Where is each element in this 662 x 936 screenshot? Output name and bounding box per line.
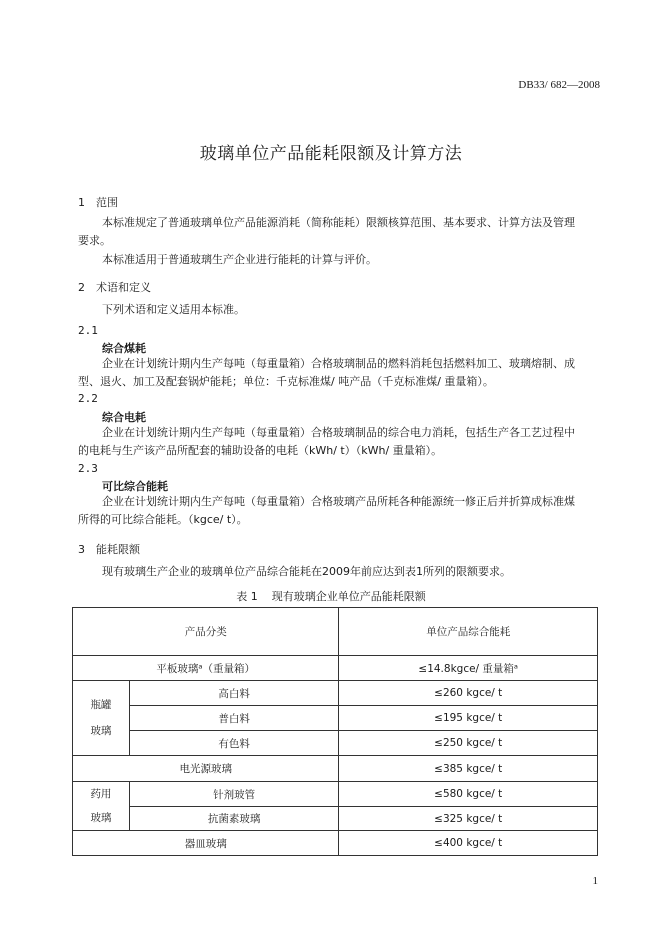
product-cell: 抗菌素玻璃 bbox=[129, 807, 339, 831]
paragraph-line: 的电耗与生产该产品所配套的辅助设备的电耗（kWh/ t）（kWh/ 重量箱）。 bbox=[78, 444, 443, 457]
table-caption-title: 现有玻璃企业单位产品能耗限额 bbox=[271, 590, 426, 603]
product-cell: 电光源玻璃 bbox=[73, 756, 339, 782]
term-name: 综合电耗 bbox=[102, 411, 146, 424]
table-row bbox=[73, 782, 598, 807]
header-cell: 单位产品综合能耗 bbox=[339, 608, 598, 656]
section-number: 3 bbox=[78, 543, 85, 556]
energy-limit-table bbox=[72, 607, 598, 856]
table-row bbox=[73, 681, 598, 706]
paragraph-line: 现有玻璃生产企业的玻璃单位产品综合能耗在2009年前应达到表1所列的限额要求。 bbox=[102, 565, 511, 578]
product-cell: 高白料 bbox=[129, 681, 339, 706]
paragraph-line: 企业在计划统计期内生产每吨（每重量箱）合格玻璃产品所耗各种能源统一修正后并折算成标准煤 bbox=[102, 495, 575, 508]
section-3-heading bbox=[78, 541, 140, 557]
paragraph-line: 型、退火、加工及配套锅炉能耗；单位：千克标准煤/ 吨产品（千克标准煤/ 重量箱）。 bbox=[78, 375, 494, 388]
section-number: 2 bbox=[78, 281, 85, 294]
term-number: 2.1 bbox=[78, 324, 98, 337]
term-number: 2.3 bbox=[78, 462, 98, 475]
table-caption bbox=[0, 588, 662, 604]
paragraph-line: 下列术语和定义适用本标准。 bbox=[102, 303, 245, 316]
term-name: 综合煤耗 bbox=[102, 342, 146, 355]
document-title: 玻璃单位产品能耗限额及计算方法 bbox=[199, 144, 463, 164]
term-number: 2.2 bbox=[78, 392, 98, 405]
product-cell: 器皿玻璃 bbox=[73, 831, 339, 856]
table-row bbox=[73, 731, 598, 756]
paragraph-line: 本标准适用于普通玻璃生产企业进行能耗的计算与评价。 bbox=[102, 253, 377, 266]
section-1-heading bbox=[78, 194, 118, 210]
group-label-line: 玻璃 bbox=[90, 812, 112, 824]
section-title: 术语和定义 bbox=[96, 281, 151, 294]
table-row bbox=[73, 656, 598, 681]
table-caption-number: 表 1 bbox=[236, 590, 258, 603]
product-cell: 平板玻璃ᵃ（重量箱） bbox=[73, 656, 339, 681]
product-cell: 普白料 bbox=[129, 706, 339, 731]
paragraph-line: 本标准规定了普通玻璃单位产品能源消耗（简称能耗）限额核算范围、基本要求、计算方法及管理 bbox=[102, 216, 575, 229]
paragraph-line: 要求。 bbox=[78, 234, 111, 247]
value-cell: ≤325 kgce/ t bbox=[339, 807, 598, 831]
value-cell: ≤195 kgce/ t bbox=[339, 706, 598, 731]
value-cell: ≤400 kgce/ t bbox=[339, 831, 598, 856]
group-label-line: 药用 bbox=[90, 788, 112, 800]
group-cell bbox=[73, 782, 130, 831]
group-label-line: 瓶罐 bbox=[90, 699, 112, 711]
value-cell: ≤260 kgce/ t bbox=[339, 681, 598, 706]
group-label-line: 玻璃 bbox=[90, 725, 112, 737]
group-cell bbox=[73, 681, 130, 756]
value-cell: ≤14.8kgce/ 重量箱ᵃ bbox=[339, 656, 598, 681]
section-number: 1 bbox=[78, 196, 85, 209]
header-cell: 产品分类 bbox=[73, 608, 339, 656]
section-title: 范围 bbox=[96, 196, 118, 209]
term-name: 可比综合能耗 bbox=[102, 480, 168, 493]
product-cell: 有色料 bbox=[129, 731, 339, 756]
value-cell: ≤250 kgce/ t bbox=[339, 731, 598, 756]
section-2-heading bbox=[78, 279, 151, 295]
value-cell: ≤580 kgce/ t bbox=[339, 782, 598, 807]
standard-code: DB33/ 682—2008 bbox=[518, 79, 600, 91]
paragraph-line: 企业在计划统计期内生产每吨（每重量箱）合格玻璃制品的燃料消耗包括燃料加工、玻璃熔制、成 bbox=[102, 357, 575, 370]
table-row bbox=[73, 807, 598, 831]
paragraph-line: 所得的可比综合能耗。（kgce/ t）。 bbox=[78, 513, 248, 526]
section-title: 能耗限额 bbox=[96, 543, 140, 556]
page-number: 1 bbox=[592, 875, 598, 887]
product-cell: 针剂玻管 bbox=[129, 782, 339, 807]
paragraph-line: 企业在计划统计期内生产每吨（每重量箱）合格玻璃制品的综合电力消耗，包括生产各工艺过程中 bbox=[102, 426, 575, 439]
table-row bbox=[73, 756, 598, 782]
table-row bbox=[73, 706, 598, 731]
table-header-row bbox=[73, 608, 598, 656]
value-cell: ≤385 kgce/ t bbox=[339, 756, 598, 782]
table-row bbox=[73, 831, 598, 856]
